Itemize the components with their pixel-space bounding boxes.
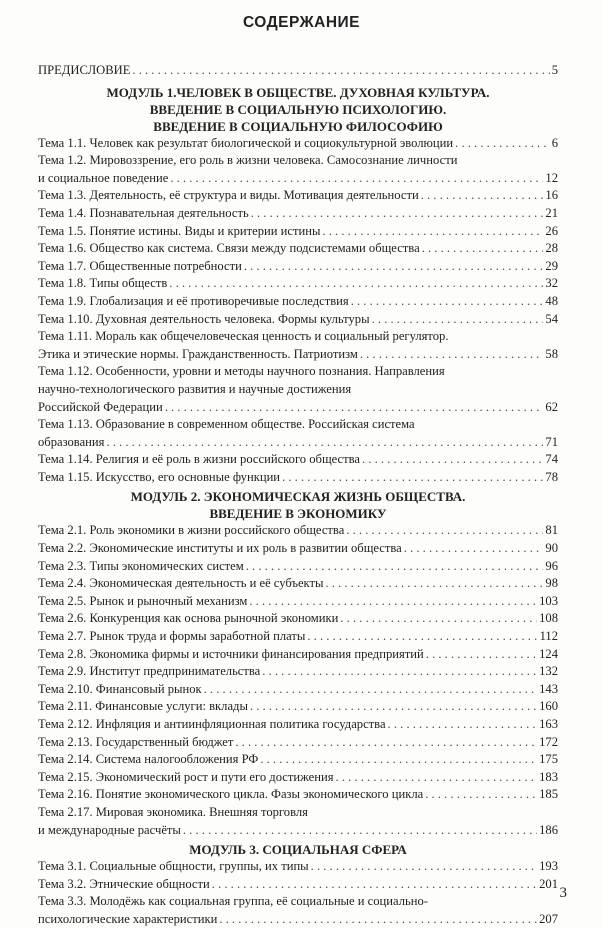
toc-entry [38,610,558,628]
module-3-entries [38,858,558,928]
toc-page-number: 5 [551,63,558,77]
toc-entry-text: научно-технологического развития и научные достижения [38,381,352,396]
toc-entry-text: Тема 2.17. Мировая экономика. Внешняя торговля [38,804,308,819]
module-1-entries [38,135,558,487]
dot-leader [170,170,543,188]
toc-entry-text: Тема 2.12. Инфляция и антиинфляционная политика государства [38,717,386,731]
toc-entry [38,258,558,276]
toc-page-number: 58 [545,346,558,361]
toc-entry [38,416,558,434]
toc-entry [38,381,558,399]
dot-leader [455,135,550,153]
toc-entry-text: Тема 1.8. Типы обществ [38,276,168,291]
toc-entry [38,804,558,822]
toc-entry-text: Тема 1.3. Деятельность, её структура и виды. Мотивация деятельности [38,188,419,203]
toc-page-number: 32 [545,276,558,291]
toc-entry-text: Тема 1.7. Общественные потребности [38,258,242,273]
dot-leader [404,540,544,558]
dot-leader [169,275,543,293]
toc-entry-text: Тема 1.13. Образование в современном обществе. Российская система [38,417,415,432]
dot-leader [311,858,537,876]
toc-entry-text: Тема 2.15. Экономический рост и пути его достижения [38,769,334,784]
toc-entry-text: Тема 1.10. Духовная деятельность человека. Формы культуры [38,311,370,326]
toc-entry-text: Тема 2.4. Экономическая деятельность и её субъекты [38,576,324,591]
toc-entry [38,293,558,311]
toc-entry-text: и международные расчёты [38,822,181,837]
toc-entry-text: Тема 3.1. Социальные общности, группы, их типы [38,859,309,874]
toc-page-number: 183 [539,769,558,784]
toc-entry-text: Тема 1.12. Особенности, уровни и методы научного познания. Направления [38,364,445,379]
toc-entry [38,434,558,452]
toc-entry [38,593,558,611]
module-2-entries [38,522,558,839]
toc-page-number: 74 [545,452,558,467]
module-1-heading [38,84,558,135]
toc-entry-text: Тема 3.2. Этнические общности [38,876,210,891]
toc-entry [38,751,558,769]
dot-leader [282,469,543,487]
toc-entry [38,575,558,593]
dot-leader [360,346,544,364]
toc-entry [38,858,558,876]
dot-leader [422,240,544,258]
toc-entry-text: Российской Федерации [38,399,163,414]
toc-entry [38,469,558,487]
module-heading-line: МОДУЛЬ 2. ЭКОНОМИЧЕСКАЯ ЖИЗНЬ ОБЩЕСТВА. [130,489,466,505]
dot-leader [340,610,537,628]
toc-entry-text: Тема 2.9. Институт предпринимательства [38,664,261,679]
toc-entry-text: Тема 2.11. Финансовые услуги: вклады [38,699,248,714]
toc-entry [38,558,558,576]
toc-entry [38,786,558,804]
toc-entry [38,399,558,417]
toc-entry-text: и социальное поведение [38,170,169,185]
toc-entry-text: Тема 1.6. Общество как система. Связи между подсистемами общества [38,241,420,256]
dot-leader [421,187,544,205]
dot-leader [346,522,543,540]
dot-leader [388,716,538,734]
toc-entry [38,205,558,223]
dot-leader [262,663,537,681]
toc-page-number: 185 [539,787,558,802]
toc-page-number: 78 [545,469,558,484]
toc-page-number: 103 [539,593,558,608]
toc-page-number: 98 [545,576,558,591]
toc-entry [38,716,558,734]
toc-entry [38,540,558,558]
toc-entry [38,275,558,293]
toc-page-number: 26 [545,223,558,238]
toc-entry [38,876,558,894]
toc-page-number: 16 [545,188,558,203]
module-2-heading [38,488,558,522]
toc-entry-text: Этика и этические нормы. Гражданственность. Патриотизм [38,346,358,361]
toc-entry-text: Тема 2.1. Роль экономики в жизни российского общества [38,523,345,538]
toc-page-number: 12 [545,170,558,185]
toc-entry-text: Тема 1.11. Мораль как общечеловеческая ценность и социальный регулятор. [38,329,449,344]
dot-leader [260,751,537,769]
toc-entry [38,451,558,469]
page-title: СОДЕРЖАНИЕ [242,14,361,31]
toc-entry [38,187,558,205]
toc-entry [38,522,558,540]
toc-entry [38,240,558,258]
dot-leader [132,62,549,80]
toc-page-number: 96 [545,558,558,573]
toc-entry-text: Тема 1.2. Мировоззрение, его роль в жизни человека. Самосознание личности [38,153,458,168]
dot-leader [351,293,544,311]
toc-entry-text: Тема 2.16. Понятие экономического цикла. Фазы экономического цикла [38,787,424,802]
dot-leader [212,876,537,894]
toc-entry-text: Тема 1.15. Искусство, его основные функции [38,469,281,484]
preface-line [38,62,558,80]
module-heading-line: ВВЕДЕНИЕ В СОЦИАЛЬНУЮ ФИЛОСОФИЮ [153,118,443,134]
toc-page-number: 160 [539,699,558,714]
module-heading-line: МОДУЛЬ 1.ЧЕЛОВЕК В ОБЩЕСТВЕ. ДУХОВНАЯ КУЛЬТУРА. [106,84,490,100]
toc-page-number: 172 [539,734,558,749]
dot-leader [251,205,544,223]
toc-entry [38,646,558,664]
toc-entry-text: Тема 2.14. Система налогообложения РФ [38,752,259,767]
dot-leader [336,769,538,787]
toc-entry [38,822,558,840]
toc-page-number: 29 [545,258,558,273]
dot-leader [325,575,543,593]
toc-entry [38,152,558,170]
dot-leader [244,258,544,276]
dot-leader [425,786,537,804]
toc-entry [38,170,558,188]
toc-page-number: 48 [545,293,558,308]
toc-page-number: 54 [545,311,558,326]
dot-leader [246,558,544,576]
toc-page-number: 108 [539,611,558,626]
toc-page-number: 207 [539,911,558,926]
dot-leader [183,822,537,840]
toc-entry-text: Тема 2.5. Рынок и рыночный механизм [38,593,248,608]
toc-entry-text: Тема 2.3. Типы экономических систем [38,558,244,573]
module-heading-line: МОДУЛЬ 3. СОЦИАЛЬНАЯ СФЕРА [189,842,407,858]
toc-page-number: 132 [539,664,558,679]
toc-entry-text: Тема 1.9. Глобализация и её противоречивые последствия [38,293,349,308]
dot-leader [250,698,537,716]
dot-leader [249,593,537,611]
toc-entry-text: Тема 2.13. Государственный бюджет [38,734,234,749]
toc-entry [38,328,558,346]
toc-entry [38,223,558,241]
module-heading-line: ВВЕДЕНИЕ В СОЦИАЛЬНУЮ ПСИХОЛОГИЮ. [149,101,447,117]
toc-page-number: 201 [539,876,558,891]
toc-page-number: 112 [539,629,558,644]
toc-entry-text: ПРЕДИСЛОВИЕ [38,63,131,77]
page-number: 3 [559,885,567,901]
dot-leader [204,681,537,699]
dot-leader [372,311,544,329]
toc-page-number: 143 [539,681,558,696]
dot-leader [307,628,537,646]
toc-entry [38,363,558,381]
dot-leader [322,223,543,241]
toc-entry [38,311,558,329]
dot-leader [426,646,537,664]
toc-page-number: 193 [539,859,558,874]
toc-entry-text: Тема 2.2. Экономические институты и их роль в развитии общества [38,541,402,556]
toc-page-number: 28 [545,241,558,256]
toc-entry-text: Тема 1.14. Религия и её роль в жизни российского общества [38,452,361,467]
toc-entry [38,628,558,646]
toc-entry-text: Тема 2.7. Рынок труда и формы заработной платы [38,629,306,644]
toc-entry [38,698,558,716]
toc-entry [38,734,558,752]
toc-page-number: 175 [539,752,558,767]
dot-leader [165,399,544,417]
toc-page-number: 81 [545,523,558,538]
toc-page-number: 90 [545,541,558,556]
dot-leader [362,451,543,469]
toc-page-number: 163 [539,717,558,731]
toc-entry [38,681,558,699]
toc-page-number: 124 [539,646,558,661]
dot-leader [235,734,537,752]
toc-entry [38,135,558,153]
dot-leader [106,434,543,452]
toc-page-number: 21 [545,205,558,220]
toc-entry [38,769,558,787]
toc-entry-text: Тема 2.10. Финансовый рынок [38,681,202,696]
toc-entry [38,893,558,911]
toc-entry-text: Тема 3.3. Молодёжь как социальная группа, её социальные и социально- [38,894,428,909]
toc-entry-text: Тема 2.6. Конкуренция как основа рыночной экономики [38,611,339,626]
toc-page-number: 62 [545,399,558,414]
toc-entry-text: Тема 1.5. Понятие истины. Виды и критерии истины [38,223,321,238]
toc-page-number: 71 [545,434,558,449]
module-3-heading [38,841,558,858]
toc-entry-text: Тема 2.8. Экономика фирмы и источники финансирования предприятий [38,646,424,661]
toc-entry-text: образования [38,434,105,449]
toc-entry-text: психологические характеристики [38,911,218,926]
toc-entry-text: Тема 1.1. Человек как результат биологической и социокультурной эволюции [38,135,454,150]
module-heading-line: ВВЕДЕНИЕ В ЭКОНОМИКУ [209,506,387,522]
table-of-contents [38,62,558,929]
toc-page-number: 6 [551,135,558,150]
toc-entry [38,346,558,364]
toc-entry [38,663,558,681]
toc-page-number: 186 [539,822,558,837]
toc-entry-text: Тема 1.4. Познавательная деятельность [38,205,249,220]
